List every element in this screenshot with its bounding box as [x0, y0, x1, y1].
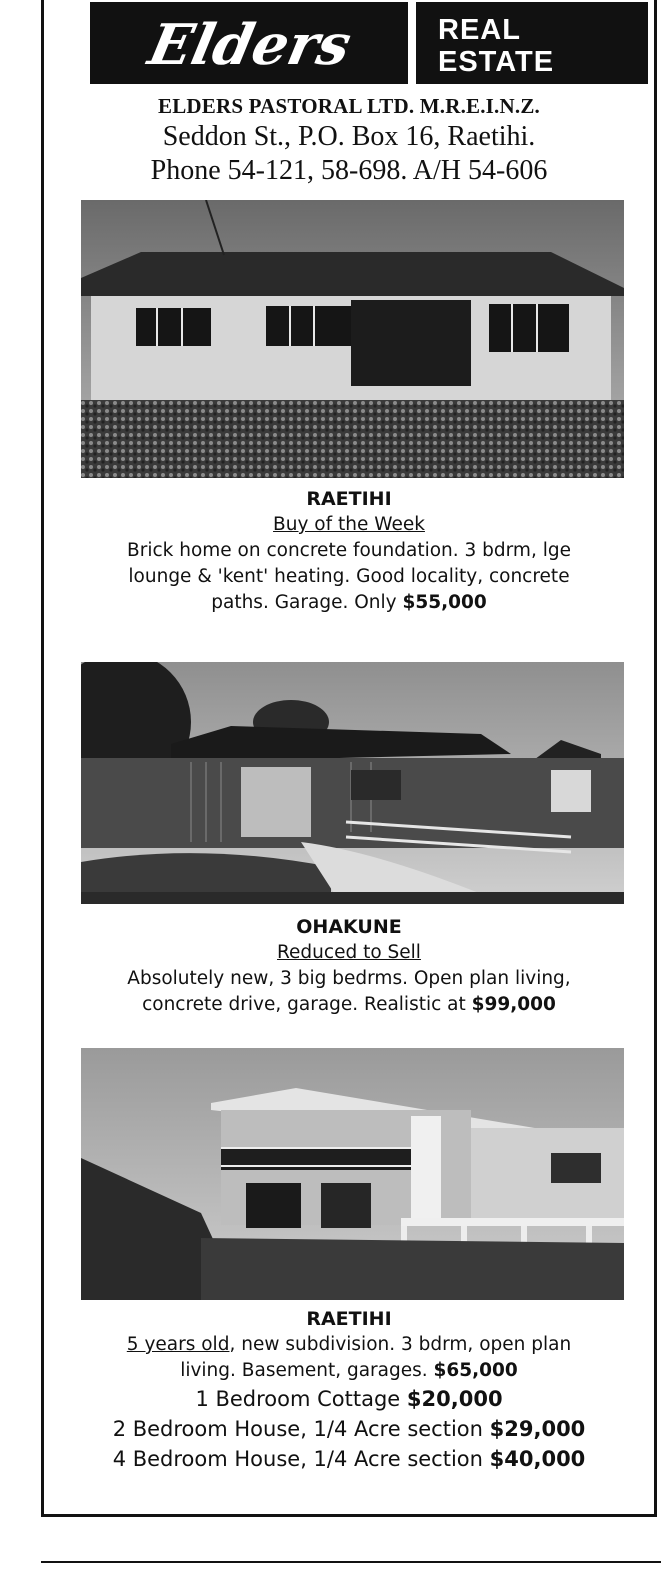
extra-2-text: 2 Bedroom House, 1/4 Acre section: [112, 1417, 490, 1441]
listing-2-town: OHAKUNE: [296, 916, 402, 938]
listing-3: [41, 1306, 657, 1474]
bottom-rule: [41, 1561, 661, 1563]
logo-script-panel: [90, 2, 408, 84]
svg-text:Elders: Elders: [143, 12, 357, 78]
real-estate-panel: [416, 2, 648, 84]
extra-2-price: $29,000: [489, 1417, 586, 1441]
listing-3-price: $65,000: [433, 1360, 518, 1381]
listing-3-line-2: [41, 1358, 657, 1384]
extra-1-price: $20,000: [406, 1387, 503, 1411]
extra-listing-3: [41, 1444, 657, 1474]
photo-brick-home: [81, 200, 624, 478]
extra-1-text: 1 Bedroom Cottage: [195, 1387, 407, 1411]
listing-3-town: RAETIHI: [306, 1308, 392, 1330]
listing-1-line-1: Brick home on concrete foundation. 3 bdrm, lge: [127, 540, 571, 561]
company-name: ELDERS PASTORAL LTD. M.R.E.I.N.Z.: [158, 94, 540, 118]
logo-estate: ESTATE: [438, 46, 555, 78]
listing-1: [41, 486, 657, 616]
photo-timber-home: [81, 662, 624, 904]
listing-1-line-3: [41, 590, 657, 616]
listing-1-tagline: Buy of the Week: [273, 514, 425, 535]
listing-2-price: $99,000: [471, 994, 556, 1015]
listing-2-tagline: Reduced to Sell: [277, 942, 421, 963]
listing-1-line-3-text: paths. Garage. Only: [211, 592, 403, 613]
company-phone: Phone 54-121, 58-698. A/H 54-606: [150, 155, 548, 186]
elders-script-wordmark: [90, 2, 408, 84]
listing-2-line-2-text: concrete drive, garage. Realistic at: [142, 994, 472, 1015]
company-address: Seddon St., P.O. Box 16, Raetihi.: [162, 121, 536, 152]
elders-logo: [90, 2, 648, 84]
listing-1-price: $55,000: [402, 592, 487, 613]
listing-2-line-2: [41, 992, 657, 1018]
extra-listing-2: [41, 1414, 657, 1444]
listing-1-town: RAETIHI: [306, 488, 392, 510]
photo-split-level-home: [81, 1048, 624, 1300]
extra-3-price: $40,000: [489, 1447, 586, 1471]
listing-3-tagline: 5 years old: [126, 1334, 230, 1355]
logo-real: REAL: [438, 14, 521, 46]
listing-1-line-2: lounge & 'kent' heating. Good locality, concrete: [128, 566, 570, 587]
listing-3-line-1: [41, 1332, 657, 1358]
extra-listing-1: [41, 1384, 657, 1414]
listing-2: [41, 914, 657, 1018]
listing-3-line-2-text: living. Basement, garages.: [180, 1360, 434, 1381]
listing-2-line-1: Absolutely new, 3 big bedrms. Open plan living,: [127, 968, 571, 989]
listing-3-line-1-rest: , new subdivision. 3 bdrm, open plan: [229, 1334, 572, 1355]
extra-3-text: 4 Bedroom House, 1/4 Acre section: [112, 1447, 490, 1471]
